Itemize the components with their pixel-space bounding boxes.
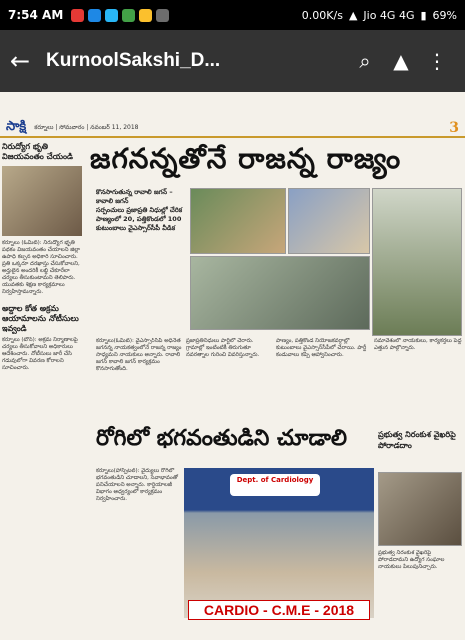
whatsapp-icon — [122, 9, 135, 22]
crowd-photo — [372, 188, 462, 336]
battery-level: 69% — [432, 8, 457, 22]
search-icon[interactable]: ⌕ — [359, 49, 371, 73]
group-photo — [190, 256, 370, 330]
protest-photo — [378, 472, 462, 546]
network-label: Jio 4G 4G — [363, 8, 415, 22]
newspaper-page[interactable] — [0, 92, 465, 640]
newspaper-logo: సాక్షి — [6, 119, 27, 134]
signal-icon: ▲ — [348, 8, 358, 22]
network-speed: 0.00K/s — [301, 8, 343, 22]
notification-icon — [71, 9, 84, 22]
article-column-4: సమావేశంలో నాయకులు, కార్యకర్తలు పెద్ద ఎత్తున పాల్గొన్నారు. — [374, 338, 462, 351]
maps-icon — [139, 9, 152, 22]
side-text-2: కర్నూలు (టౌన్): అక్రమ నిర్మాణాలపై చర్యలు తీసుకోవాలని అధికారులు ఆదేశించారు. నోటీసులు జారీ చేసి గడువులోగా వివరణ కోరాలని సూచించారు. — [2, 337, 78, 371]
side-photo — [2, 166, 82, 236]
mail-icon — [88, 9, 101, 22]
rally-photo — [190, 188, 286, 254]
dept-banner-text: Dept. of Cardiology — [230, 474, 320, 496]
meeting-photo — [288, 188, 370, 254]
add-to-drive-icon[interactable]: ▲ — [393, 49, 409, 73]
drive-toolbar — [0, 30, 465, 92]
side-headline-2: అద్దాల కోత అక్రమ ఆయామాలను నోటీసులు ఇవ్వండి — [2, 304, 79, 333]
article-column-3: పాణ్యం, పత్తికొండ నియోజకవర్గాల్లో కుటుంబాలు వైఎస్సార్‌సీపీలో చేరాయి. పార్టీ కండువాలు కప్పి ఆహ్వానించారు. — [276, 338, 367, 358]
side-text: కర్నూలు (ఓమిట్): నిరుద్యోగ భృతి పథకం విజయవంతం చేయాలని జిల్లా ఉపాధి కల్పన అధికారి సూచించారు. ప్రతి ఒక్కరూ దరఖాస్తు చేసుకోవాలని, అర్హులైన అందరికీ లబ్ధి చేకూరేలా చర్యలు తీసుకుంటామని తెలిపారు. యువతకు శిక్షణ కార్యక్రమాలు నిర్వహిస్తామన్నారు. — [2, 240, 81, 295]
bullet-item: సర్పంచులు ప్రజాప్రతి నిధుల్లో చేరిక — [96, 206, 183, 214]
side-headline: నిరుద్యోగ భృతి విజయవంతం చేయండి — [2, 142, 73, 161]
headline-bullets — [96, 188, 186, 278]
document-title: KurnoolSakshi_D... — [46, 50, 221, 71]
battery-icon: ▮ — [420, 8, 427, 22]
status-bar — [0, 0, 465, 30]
article2-column-1: కర్నూలు(హాస్పిటల్): వైద్యులు రోగిలో భగవంతుడిని చూడాలని, సేవాభావంతో పనిచేయాలని అన్నారు. కార్డియాలజీ విభాగం ఆధ్వర్యంలో కార్యక్రమం నిర్వహించారు. — [96, 468, 179, 502]
right-box-headline: ప్రభుత్వ నిరంకుశ వైఖరిపై పోరాడదాం — [378, 430, 456, 450]
page-number: 3 — [449, 120, 459, 136]
right-column-text: ప్రభుత్వ నిరంకుశ వైఖరిపై పోరాడదామని ఉద్యోగ సంఘాల నాయకులు పిలుపునిచ్చారు. — [378, 550, 445, 570]
app-icon — [156, 9, 169, 22]
masthead-meta: కర్నూలు | సోమవారం | నవంబర్ 11, 2018 — [34, 124, 139, 131]
main-headline: జగనన్నతోనే రాజన్న రాజ్యం — [90, 142, 402, 175]
status-time: 7:54 AM — [8, 8, 64, 22]
telegram-icon — [105, 9, 118, 22]
back-arrow-icon[interactable]: ← — [10, 47, 31, 75]
side-column — [2, 142, 86, 637]
cme-banner-title: CARDIO - C.M.E - 2018 — [188, 600, 370, 620]
masthead — [0, 120, 465, 138]
second-headline: రోగిలో భగవంతుడిని చూడాలి — [96, 425, 348, 451]
bullet-item: పాణ్యంలో 20, పత్తికొండలో 100 కుటుంబాలు వైఎస్సార్‌సీపీ వీడిక — [96, 215, 182, 232]
more-vert-icon[interactable]: ⋮ — [427, 49, 447, 73]
bullet-item: కొనసాగుతున్న రావాలి జగన్ – కావాలి జగన్ — [96, 188, 173, 205]
article-column-2: ప్రజాప్రతినిధులు పార్టీలో చేరారు. గ్రామాల్లో ఇంటింటికీ తిరుగుతూ నవరత్నాల గురించి వివరిస్తున్నారు. — [186, 338, 260, 358]
article-column-1: కర్నూలు(ఓమిట్): వైఎస్సార్‌సీపీ అధినేత జగనన్న నాయకత్వంలోనే రాజన్న రాజ్యం సాధ్యమని నాయకులు అన్నారు. రావాలి జగన్ కావాలి జగన్ కార్యక్రమం కొనసాగుతోంది. — [96, 338, 182, 372]
